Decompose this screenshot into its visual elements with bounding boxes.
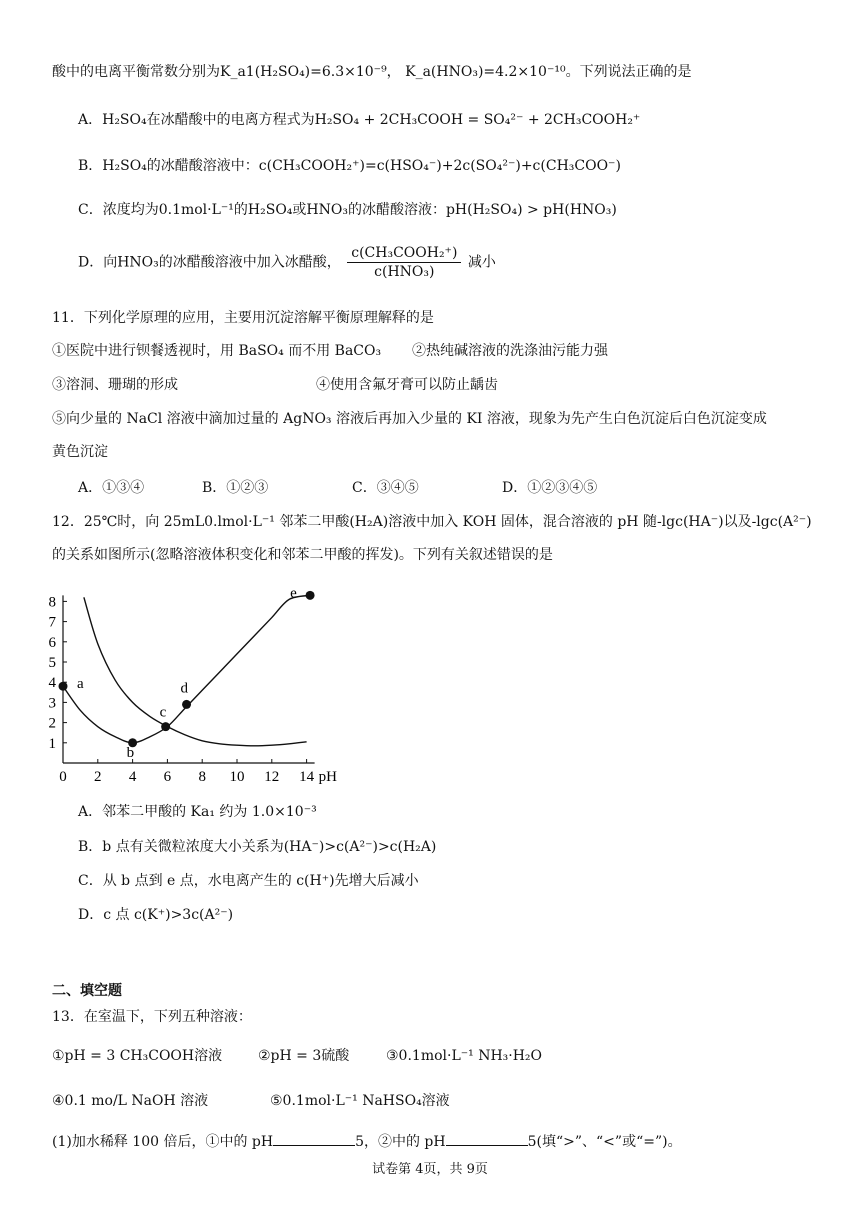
point-label-b: b: [126, 744, 135, 761]
answer-blank-1[interactable]: [273, 1131, 355, 1146]
q10-option-d: [78, 244, 496, 281]
q13-part-1-text-c: 5(填“>”、“<”或“=”)。: [527, 1134, 682, 1150]
q10-option-a: A．H₂SO₄在冰醋酸中的电离方程式为H₂SO₄ + 2CH₃COOH = SO₄²⁻ + 2CH₃COOH₂⁺: [78, 112, 641, 128]
page-footer: 试卷第 4页，共 9页: [372, 1162, 488, 1177]
x-tick-label: 12: [264, 769, 280, 785]
q10-option-d-suffix: 减小: [467, 254, 496, 271]
q11-stem: 11．下列化学原理的应用，主要用沉淀溶解平衡原理解释的是: [52, 310, 434, 326]
y-tick-label: 5: [48, 655, 56, 671]
y-tick-label: 8: [48, 594, 56, 611]
chart-curves: [63, 595, 310, 745]
y-tick-label: 4: [48, 675, 56, 692]
q12-option-a: A．邻苯二甲酸的 Ka₁ 约为 1.0×10⁻³: [78, 804, 317, 820]
y-tick-label: 1: [48, 735, 56, 752]
answer-blank-2[interactable]: [446, 1131, 528, 1146]
q13-solution-4: ④0.1 mo/L NaOH 溶液: [52, 1093, 209, 1109]
q10-option-d-prefix: D．向HNO₃的冰醋酸溶液中加入冰醋酸，: [78, 254, 341, 271]
x-axis-label: pH: [318, 769, 337, 785]
q10-option-d-fraction: [347, 244, 461, 281]
point-e: [306, 591, 315, 600]
q11-item-3: ③溶洞、珊瑚的形成: [52, 377, 178, 393]
x-tick-label: 0: [59, 769, 67, 785]
point-label-e: e: [290, 585, 297, 602]
q12-stem-line2: 的关系如图所示(忽略溶液体积变化和邻苯二甲酸的挥发)。下列有关叙述错误的是: [52, 547, 553, 563]
q11-item-2: ②热纯碱溶液的洗涤油污能力强: [412, 343, 608, 359]
q11-option-a: A．①③④: [78, 480, 145, 496]
q13-solution-2: ②pH = 3硫酸: [258, 1048, 350, 1064]
x-tick-label: 8: [198, 769, 206, 785]
q11-item-4: ④使用含氟牙膏可以防止龋齿: [316, 377, 498, 393]
q12-option-b: B．b 点有关微粒浓度大小关系为(HA⁻)>c(A²⁻)>c(H₂A): [78, 839, 437, 855]
q10-option-b: B．H₂SO₄的冰醋酸溶液中：c(CH₃COOH₂⁺)=c(HSO₄⁻)+2c(SO₄²⁻)+c(CH₃COO⁻): [78, 158, 621, 174]
y-tick-label: 3: [48, 695, 56, 712]
x-tick-label: 10: [229, 769, 245, 785]
fraction-denominator: c(HNO₃): [374, 264, 435, 280]
q13-stem: 13．在室温下，下列五种溶液：: [52, 1009, 252, 1025]
q11-item-5-line2: 黄色沉淀: [52, 444, 108, 460]
q11-item-5-line1: ⑤向少量的 NaCl 溶液中滴加过量的 AgNO₃ 溶液后再加入少量的 KI 溶液，现象为先产生白色沉淀后白色沉淀变成: [52, 411, 767, 427]
q12-option-c: C．从 b 点到 e 点，水电离产生的 c(H⁺)先增大后减小: [78, 873, 419, 889]
q11-option-c: C．③④⑤: [352, 480, 419, 496]
series-curve-1: [63, 595, 310, 742]
q12-option-d: D．c 点 c(K⁺)>3c(A²⁻): [78, 907, 234, 923]
q13-solution-3: ③0.1mol·L⁻¹ NH₃·H₂O: [386, 1048, 543, 1064]
q13-solution-1: ①pH = 3 CH₃COOH溶液: [52, 1048, 223, 1064]
x-tick-label: 6: [163, 769, 172, 785]
q10-option-c: C．浓度均为0.1mol·L⁻¹的H₂SO₄或HNO₃的冰醋酸溶液：pH(H₂SO₄) > pH(HNO₃): [78, 202, 617, 218]
point-label-c: c: [159, 704, 167, 721]
fraction-numerator: c(CH₃COOH₂⁺): [347, 244, 461, 263]
y-tick-label: 6: [48, 634, 56, 651]
q10-stem-tail: 酸中的电离平衡常数分别为K_a1(H₂SO₄)=6.3×10⁻⁹， K_a(HNO₃)=4.2×10⁻¹⁰。下列说法正确的是: [52, 64, 692, 80]
q13-part-1-text-b: 5，②中的 pH: [355, 1134, 446, 1150]
section-heading: 二、填空题: [52, 983, 122, 999]
q11-option-d: D．①②③④⑤: [502, 480, 598, 496]
point-d: [182, 700, 191, 709]
q13-part-1: [52, 1131, 682, 1152]
y-tick-label: 7: [48, 614, 56, 631]
q11-option-b: B．①②③: [202, 480, 269, 496]
point-c: [161, 722, 170, 731]
point-label-a: a: [77, 676, 84, 693]
q13-solution-5: ⑤0.1mol·L⁻¹ NaHSO₄溶液: [270, 1093, 450, 1109]
point-a: [59, 682, 68, 691]
series-curve-2: [84, 597, 307, 745]
ph-chart: [40, 585, 360, 795]
x-tick-label: 4: [128, 769, 137, 785]
x-tick-label: 14: [299, 769, 315, 785]
q12-stem-line1: 12．25℃时，向 25mL0.lmol·L⁻¹ 邻苯二甲酸(H₂A)溶液中加入 KOH 固体，混合溶液的 pH 随-lgc(HA⁻)以及-lgc(A²⁻): [52, 514, 812, 530]
y-tick-label: 2: [48, 715, 56, 732]
x-tick-label: 2: [94, 769, 102, 785]
point-label-d: d: [180, 680, 189, 697]
q13-part-1-text-a: (1)加水稀释 100 倍后，①中的 pH: [52, 1134, 274, 1150]
q11-item-1: ①医院中进行钡餐透视时，用 BaSO₄ 而不用 BaCO₃: [52, 343, 382, 359]
